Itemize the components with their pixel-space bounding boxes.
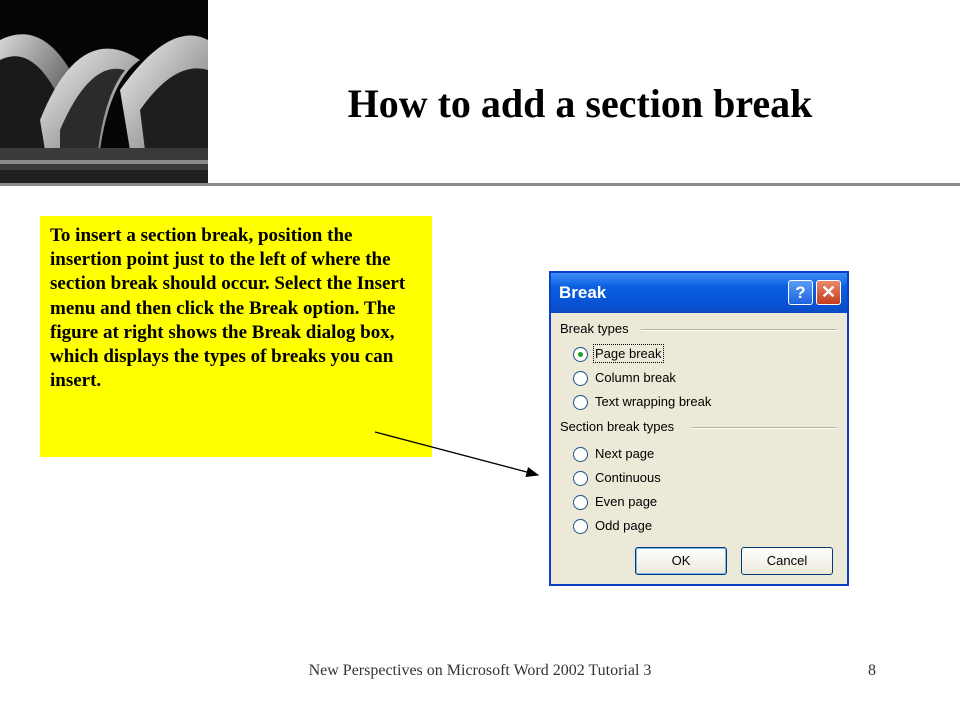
page-number: 8 (868, 662, 876, 679)
radio-label[interactable]: Even page (595, 494, 658, 509)
section-break-types-label: Section break types (560, 419, 675, 434)
cancel-button[interactable]: Cancel (741, 547, 833, 575)
footer-text: New Perspectives on Microsoft Word 2002 Tutorial 3 (308, 662, 652, 679)
title-divider (0, 183, 960, 186)
radio-label[interactable]: Page break (595, 346, 662, 361)
radio-icon[interactable] (573, 395, 588, 410)
radio-label[interactable]: Next page (595, 446, 655, 461)
radio-label[interactable]: Continuous (595, 470, 661, 485)
radio-icon[interactable] (573, 495, 588, 510)
opera-house-photo (0, 0, 208, 184)
radio-label[interactable]: Odd page (595, 518, 653, 533)
ok-button[interactable]: OK (635, 547, 727, 575)
radio-icon[interactable] (573, 519, 588, 534)
radio-icon[interactable] (573, 471, 588, 486)
instruction-callout: To insert a section break, position the insertion point just to the left of where the section break should occur. Select the Insert menu and then click the Break option. The figure at right shows the Break dialog box, which displays the types of breaks you can insert. (40, 216, 432, 457)
radio-icon[interactable] (573, 447, 588, 462)
close-button[interactable]: ✕ (816, 280, 841, 305)
dialog-title: Break (559, 283, 607, 302)
radio-label[interactable]: Column break (595, 370, 676, 385)
radio-checked-icon[interactable] (573, 347, 588, 362)
break-types-label: Break types (560, 321, 629, 336)
break-types-divider (641, 329, 837, 331)
help-button[interactable]: ? (788, 280, 813, 305)
slide-title: How to add a section break (347, 81, 813, 126)
section-break-types-divider (691, 427, 837, 429)
radio-icon[interactable] (573, 371, 588, 386)
break-dialog (549, 271, 849, 586)
radio-label[interactable]: Text wrapping break (595, 394, 712, 409)
dialog-titlebar[interactable] (551, 273, 847, 313)
